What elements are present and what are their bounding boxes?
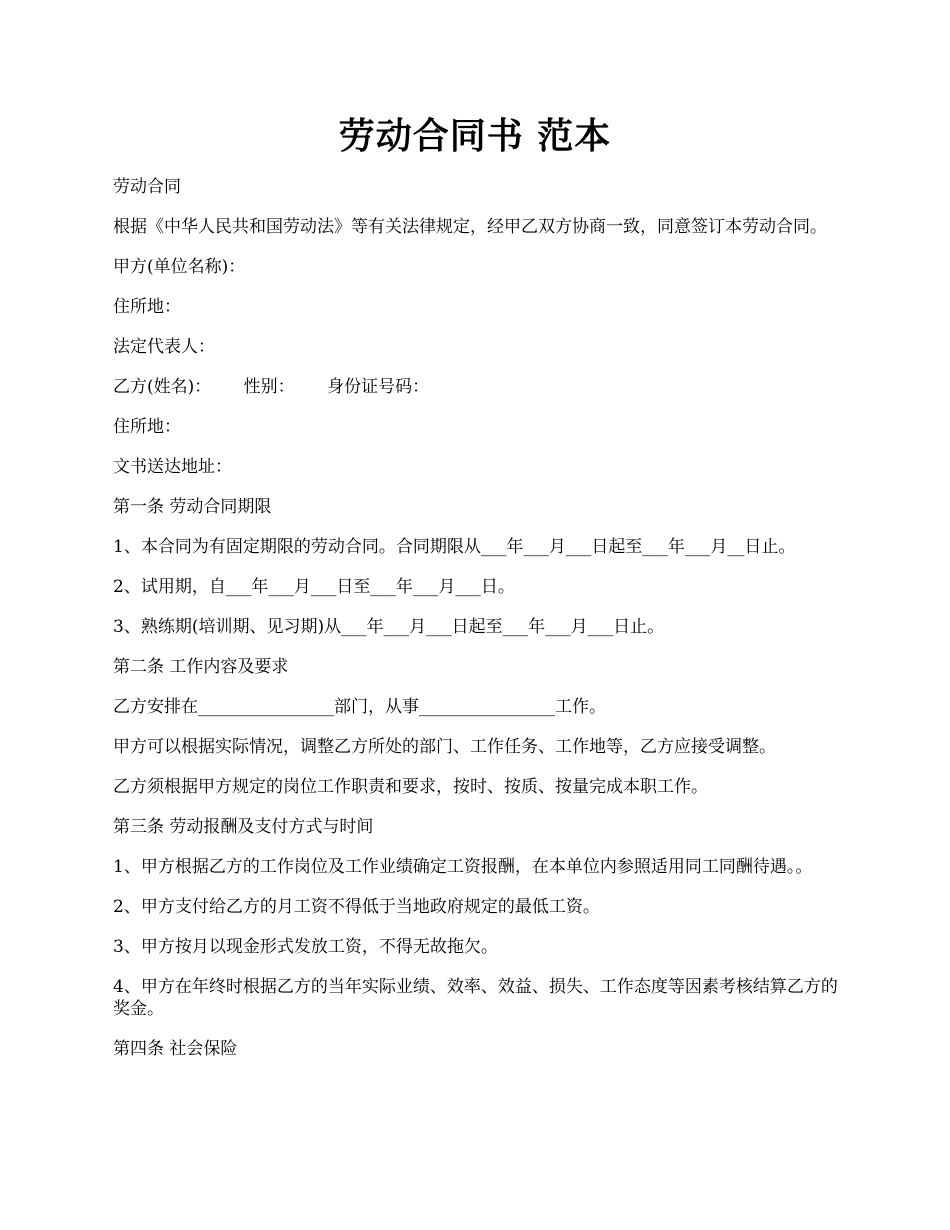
paragraph: 2、试用期，自___年___月___日至___年___月___日。: [113, 577, 515, 597]
paragraph: 乙方须根据甲方规定的岗位工作职责和要求，按时、按质、按量完成本职工作。: [113, 777, 708, 797]
paragraph: 2、甲方支付给乙方的月工资不得低于当地政府规定的最低工资。: [113, 897, 600, 917]
paragraph: 住所地：: [113, 297, 181, 317]
section-heading: 第四条 社会保险: [113, 1039, 238, 1059]
paragraph: 劳动合同: [113, 177, 181, 197]
paragraph: 3、熟练期(培训期、见习期)从___年___月___日起至___年___月___日止。: [113, 617, 665, 637]
section-heading: 第三条 劳动报酬及支付方式与时间: [113, 817, 374, 837]
paragraph: 住所地：: [113, 417, 181, 437]
paragraph: 1、甲方根据乙方的工作岗位及工作业绩确定工资报酬，在本单位内参照适用同工同酬待遇。。: [113, 857, 813, 877]
paragraph: 1、本合同为有固定期限的劳动合同。合同期限从___年___月___日起至___年___月__日止。: [113, 537, 796, 557]
paragraph: 乙方安排在________________部门，从事________________工作。: [113, 697, 606, 717]
paragraph: 甲方(单位名称)：: [113, 257, 246, 277]
paragraph: 4、甲方在年终时根据乙方的当年实际业绩、效率、效益、损失、工作态度等因素考核结算乙方的奖金。: [113, 977, 838, 1019]
paragraph: 文书送达地址：: [113, 457, 232, 477]
paragraph: 法定代表人：: [113, 337, 215, 357]
document-body: [113, 176, 853, 1078]
section-heading: 第一条 劳动合同期限: [113, 497, 272, 517]
paragraph: 3、甲方按月以现金形式发放工资，不得无故拖欠。: [113, 937, 498, 957]
document-title: 劳动合同书 范本: [338, 115, 612, 157]
paragraph: 乙方(姓名)： 性别： 身份证号码：: [113, 377, 430, 397]
paragraph: 甲方可以根据实际情况，调整乙方所处的部门、工作任务、工作地等，乙方应接受调整。: [113, 737, 776, 757]
paragraph: 根据《中华人民共和国劳动法》等有关法律规定，经甲乙双方协商一致，同意签订本劳动合同。: [113, 217, 827, 237]
section-heading: 第二条 工作内容及要求: [113, 657, 289, 677]
